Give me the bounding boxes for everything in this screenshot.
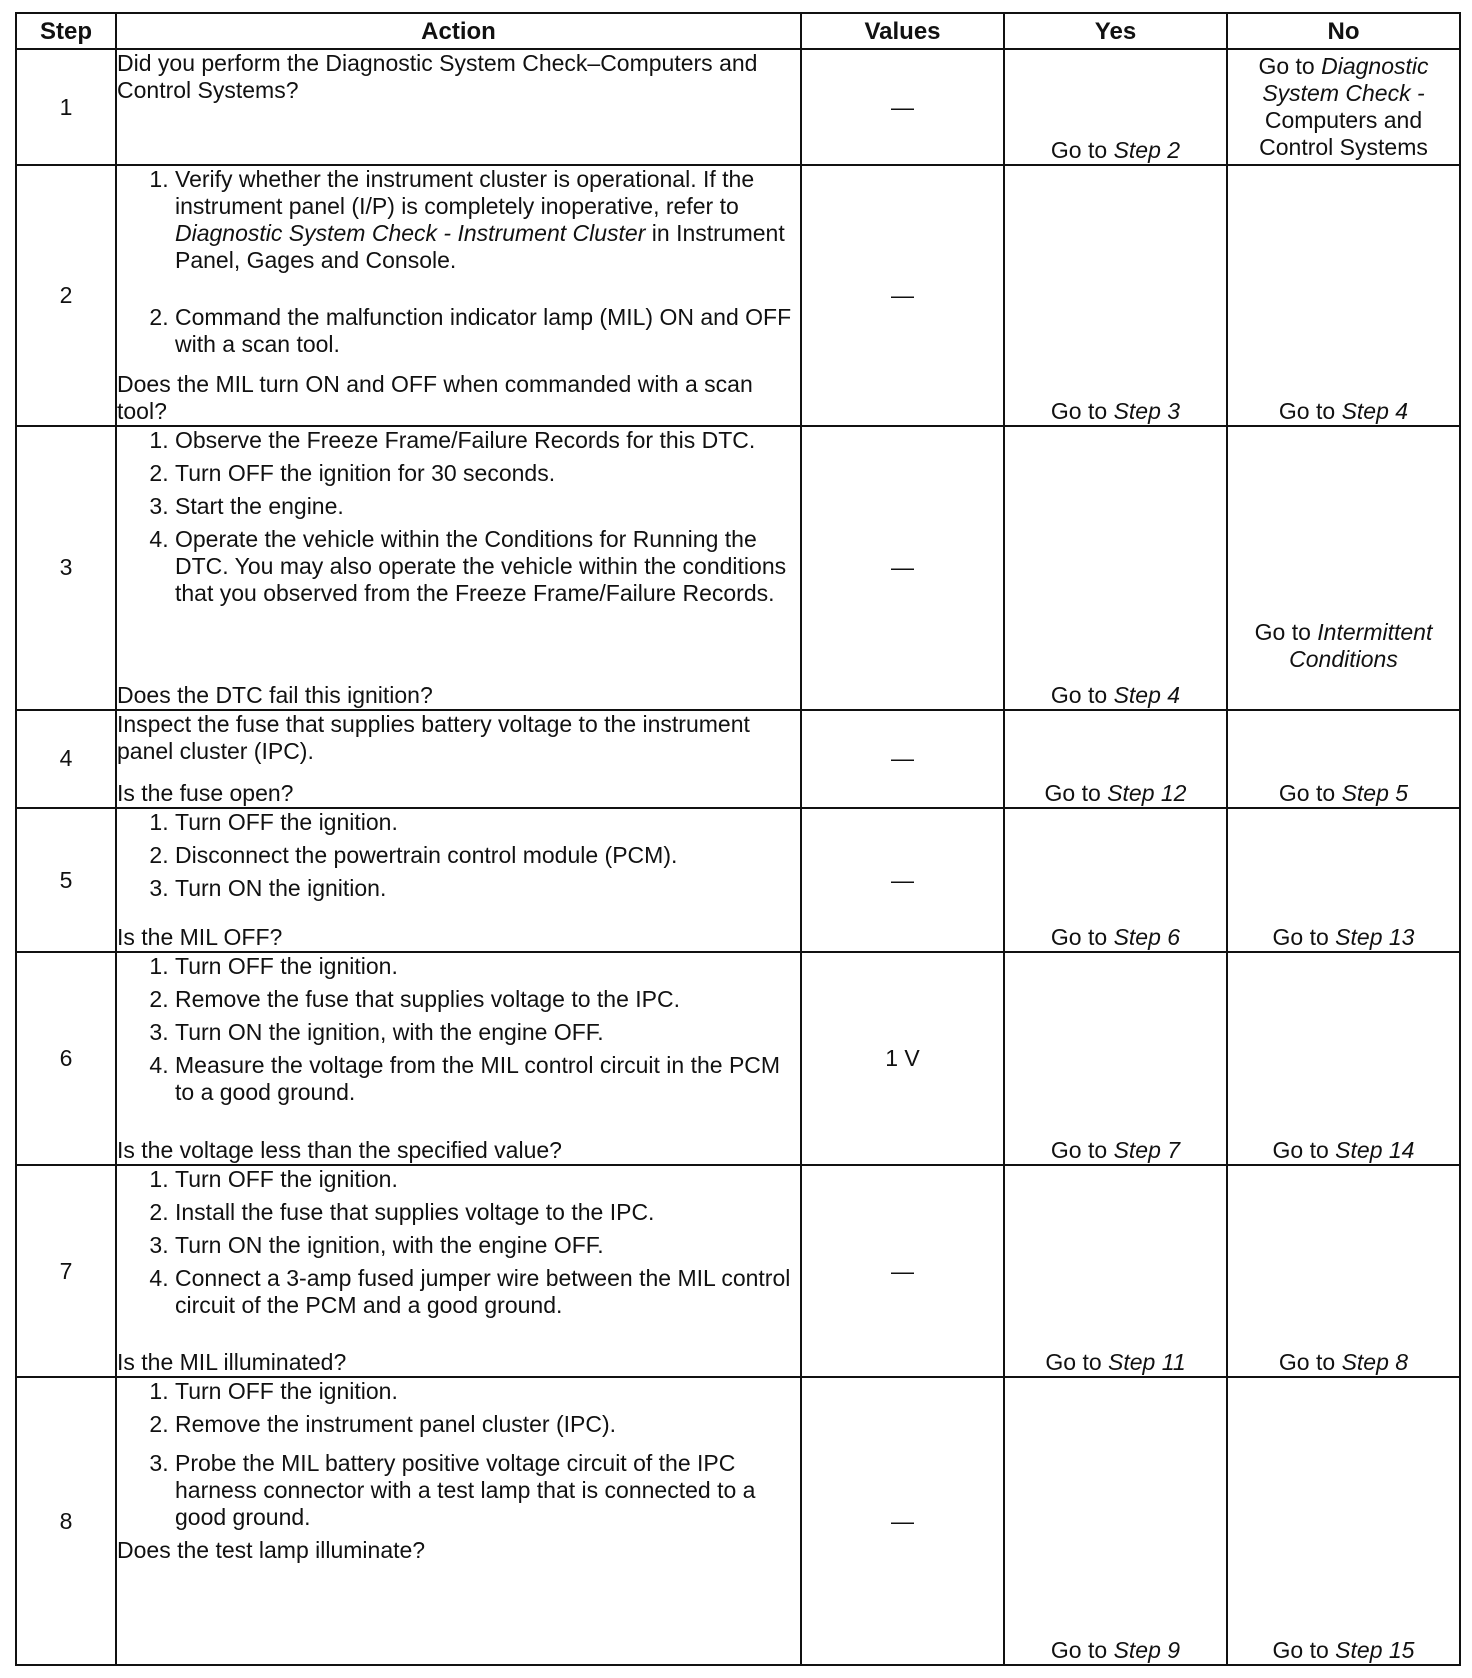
substep-list: [117, 953, 800, 1112]
question-text: Does the DTC fail this ignition?: [117, 682, 433, 709]
substep: 1. Observe the Freeze Frame/Failure Records for this DTC.: [175, 427, 800, 454]
value-cell: —: [801, 1165, 1004, 1378]
yes-prefix: Go to: [1050, 137, 1108, 163]
substep: 2. Install the fuse that supplies voltage to the IPC.: [175, 1199, 800, 1226]
no-ref: Step 13: [1335, 924, 1415, 951]
action-cell: [116, 808, 801, 953]
no-ref: Step 14: [1335, 1136, 1415, 1163]
step-number: 7: [16, 1165, 116, 1378]
header-values: Values: [801, 13, 1004, 49]
yes-ref: Step 4: [1113, 682, 1181, 709]
table-row: [16, 952, 1460, 1165]
header-step: Step: [16, 13, 116, 49]
yes-prefix: Go to: [1050, 924, 1108, 951]
yes-ref: Step 12: [1107, 779, 1187, 806]
value-cell: —: [801, 49, 1004, 165]
action-cell: [116, 426, 801, 710]
substep: 1. Turn OFF the ignition.: [175, 809, 800, 836]
table-row: [16, 710, 1460, 808]
step-number: 5: [16, 808, 116, 953]
diagnostic-table: [15, 12, 1461, 1666]
action-text: Did you perform the Diagnostic System Check–Computers and Control Systems?: [117, 50, 758, 103]
value-cell: —: [801, 426, 1004, 710]
yes-prefix: Go to: [1045, 1349, 1102, 1376]
substep: 3. Turn ON the ignition, with the engine OFF.: [175, 1019, 800, 1046]
yes-ref: Step 11: [1108, 1349, 1186, 1376]
action-cell: [116, 710, 801, 808]
no-link[interactable]: [1227, 426, 1460, 710]
yes-prefix: Go to: [1050, 1637, 1108, 1663]
action-cell: [116, 952, 801, 1165]
yes-link[interactable]: [1004, 1165, 1227, 1378]
action-cell: [116, 1377, 801, 1665]
substep-list: [117, 1378, 800, 1531]
yes-prefix: Go to: [1050, 397, 1108, 424]
no-link[interactable]: [1227, 808, 1460, 953]
yes-link[interactable]: [1004, 710, 1227, 808]
no-link[interactable]: [1227, 952, 1460, 1165]
table-row: [16, 1165, 1460, 1378]
question-text: Is the MIL illuminated?: [117, 1349, 347, 1376]
yes-ref: Step 2: [1113, 137, 1181, 163]
no-prefix: Go to: [1272, 1136, 1329, 1163]
substep: 4. Connect a 3-amp fused jumper wire between the MIL control circuit of the PCM and a good ground.: [175, 1265, 800, 1319]
no-prefix: Go to: [1278, 779, 1336, 806]
no-link[interactable]: [1227, 49, 1460, 165]
question-text: Is the fuse open?: [117, 779, 294, 806]
value-cell: 1 V: [801, 952, 1004, 1165]
no-link[interactable]: [1227, 165, 1460, 426]
no-prefix: Go to: [1272, 1637, 1329, 1663]
value-cell: —: [801, 710, 1004, 808]
table-row: [16, 165, 1460, 426]
yes-ref: Step 7: [1113, 1136, 1181, 1163]
table-row: [16, 1377, 1460, 1665]
question-text: Does the MIL turn ON and OFF when commanded with a scan tool?: [117, 370, 753, 424]
table-row: [16, 808, 1460, 953]
substep: 4. Operate the vehicle within the Conditions for Running the DTC. You may also operate the vehicle within the conditions that you observed from the Freeze Frame/Failure Records.: [175, 526, 800, 607]
substep-list: [117, 166, 800, 364]
value-cell: —: [801, 808, 1004, 953]
question-text: Does the test lamp illuminate?: [117, 1537, 426, 1564]
substep: 1. Turn OFF the ignition.: [175, 953, 800, 980]
substep-list: [117, 809, 800, 908]
substep: 2. Disconnect the powertrain control module (PCM).: [175, 842, 800, 869]
substep: 2. Command the malfunction indicator lamp (MIL) ON and OFF with a scan tool.: [175, 304, 800, 358]
no-link[interactable]: [1227, 710, 1460, 808]
header-yes: Yes: [1004, 13, 1227, 49]
yes-ref: Step 6: [1113, 924, 1181, 951]
no-ref: Step 5: [1341, 779, 1409, 806]
no-prefix: Go to: [1278, 397, 1336, 424]
no-ref: Diagnostic System Check -: [1262, 53, 1429, 106]
no-ref: Intermittent Conditions: [1289, 619, 1433, 673]
no-prefix: Go to: [1254, 619, 1311, 646]
step-number: 1: [16, 49, 116, 165]
yes-ref: Step 9: [1113, 1637, 1181, 1663]
no-ref: Step 15: [1335, 1637, 1415, 1663]
header-action: Action: [116, 13, 801, 49]
step-number: 4: [16, 710, 116, 808]
substep: 1. Verify whether the instrument cluster is operational. If the instrument panel (I/P) is completely inoperative, refer to Diagnostic System Check - Instrument Cluster in Instrument Panel, Gages and Console.: [175, 166, 800, 274]
question-text: Is the voltage less than the specified value?: [117, 1136, 562, 1163]
step-number: 3: [16, 426, 116, 710]
yes-prefix: Go to: [1044, 779, 1101, 806]
no-suffix: Computers and Control Systems: [1259, 107, 1428, 160]
substep: 2. Turn OFF the ignition for 30 seconds.: [175, 460, 800, 487]
yes-link[interactable]: [1004, 426, 1227, 710]
value-cell: —: [801, 1377, 1004, 1665]
yes-link[interactable]: [1004, 808, 1227, 953]
step-number: 2: [16, 165, 116, 426]
substep: 3. Turn ON the ignition, with the engine OFF.: [175, 1232, 800, 1259]
yes-prefix: Go to: [1050, 682, 1108, 709]
yes-link[interactable]: [1004, 49, 1227, 165]
header-row: [16, 13, 1460, 49]
substep-list: [117, 427, 800, 613]
no-link[interactable]: [1227, 1165, 1460, 1378]
table-row: [16, 426, 1460, 710]
no-prefix: Go to: [1272, 924, 1329, 951]
no-ref: Step 4: [1341, 397, 1409, 424]
substep: 2. Remove the instrument panel cluster (IPC).: [175, 1411, 800, 1438]
action-text: Inspect the fuse that supplies battery voltage to the instrument panel cluster (IPC).: [117, 711, 750, 765]
value-cell: —: [801, 165, 1004, 426]
substep: 3. Turn ON the ignition.: [175, 875, 800, 902]
yes-prefix: Go to: [1050, 1136, 1108, 1163]
step-number: 6: [16, 952, 116, 1165]
substep: 2. Remove the fuse that supplies voltage to the IPC.: [175, 986, 800, 1013]
no-link[interactable]: [1227, 1377, 1460, 1665]
action-cell: [116, 165, 801, 426]
table-row: [16, 49, 1460, 165]
substep-list: [117, 1166, 800, 1325]
step-number: 8: [16, 1377, 116, 1665]
header-no: No: [1227, 13, 1460, 49]
substep: 4. Measure the voltage from the MIL control circuit in the PCM to a good ground.: [175, 1052, 800, 1106]
action-cell: [116, 49, 801, 165]
action-cell: [116, 1165, 801, 1378]
substep: 1. Turn OFF the ignition.: [175, 1378, 800, 1405]
no-prefix: Go to: [1258, 53, 1315, 79]
substep: 3. Start the engine.: [175, 493, 800, 520]
no-prefix: Go to: [1278, 1349, 1336, 1376]
no-ref: Step 8: [1341, 1349, 1409, 1376]
substep: 1. Turn OFF the ignition.: [175, 1166, 800, 1193]
question-text: Is the MIL OFF?: [117, 924, 283, 951]
yes-link[interactable]: [1004, 1377, 1227, 1665]
yes-link[interactable]: [1004, 952, 1227, 1165]
yes-link[interactable]: [1004, 165, 1227, 426]
substep: 3. Probe the MIL battery positive voltage circuit of the IPC harness connector with a test lamp that is connected to a good ground.: [175, 1450, 800, 1531]
yes-ref: Step 3: [1113, 397, 1181, 424]
